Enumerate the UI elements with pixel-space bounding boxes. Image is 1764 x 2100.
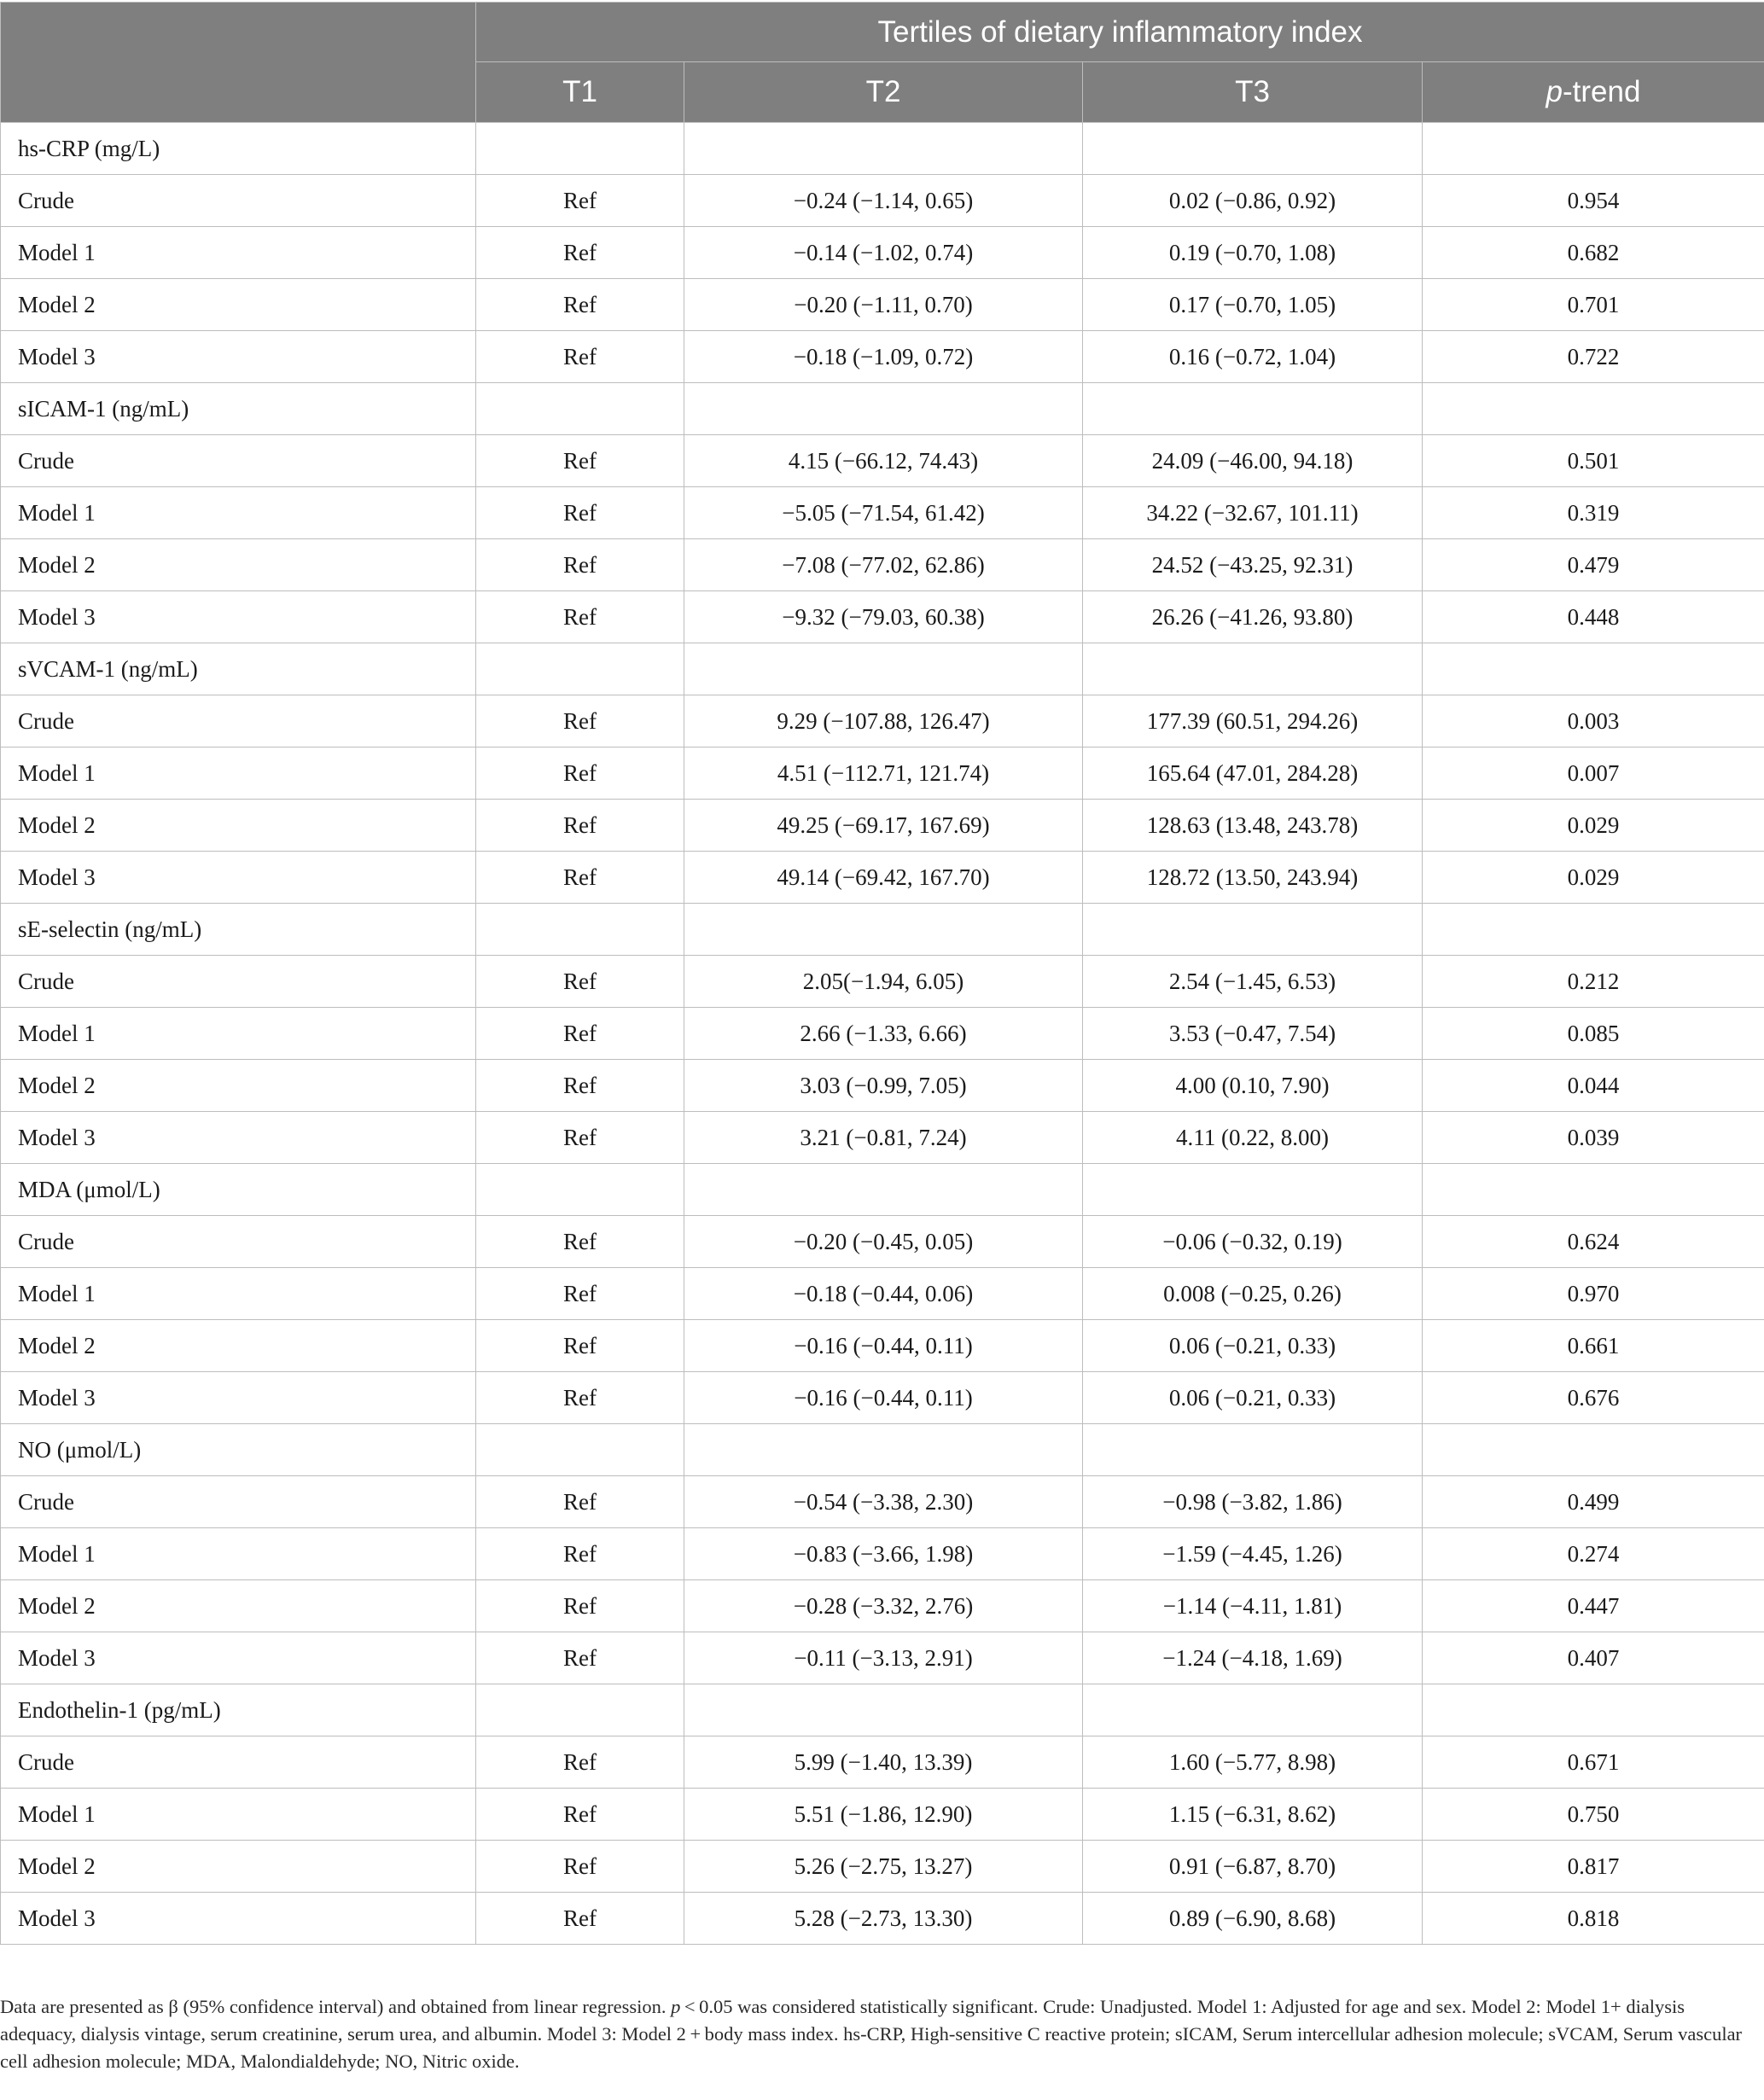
row-label: Model 2 [1,1060,476,1112]
section-empty-cell [684,643,1083,695]
cell-t1: Ref [476,1528,684,1580]
cell-p-trend: 0.085 [1423,1008,1764,1060]
cell-t3: 4.11 (0.22, 8.00) [1083,1112,1423,1164]
cell-p-trend: 0.448 [1423,591,1764,643]
table-row [1,956,1764,1008]
cell-t1: Ref [476,1112,684,1164]
table-row [1,1320,1764,1372]
cell-t2: 2.66 (−1.33, 6.66) [684,1008,1083,1060]
cell-t3: 24.09 (−46.00, 94.18) [1083,435,1423,487]
cell-t3: 24.52 (−43.25, 92.31) [1083,539,1423,591]
cell-t3: −0.98 (−3.82, 1.86) [1083,1476,1423,1528]
cell-p-trend: 0.447 [1423,1580,1764,1632]
section-empty-cell [684,123,1083,175]
section-empty-cell [1083,1424,1423,1476]
cell-t1: Ref [476,279,684,331]
cell-t2: −5.05 (−71.54, 61.42) [684,487,1083,539]
section-empty-cell [1423,1684,1764,1736]
cell-t2: 5.51 (−1.86, 12.90) [684,1789,1083,1841]
column-header-t1: T1 [476,62,684,123]
section-empty-cell [476,1164,684,1216]
cell-p-trend: 0.029 [1423,852,1764,904]
section-title: sICAM-1 (ng/mL) [1,383,476,435]
cell-t2: −0.16 (−0.44, 0.11) [684,1320,1083,1372]
header-corner-cell [1,3,476,123]
cell-p-trend: 0.274 [1423,1528,1764,1580]
row-label: Model 3 [1,1372,476,1424]
column-header-t3: T3 [1083,62,1423,123]
cell-p-trend: 0.671 [1423,1736,1764,1789]
cell-p-trend: 0.817 [1423,1841,1764,1893]
cell-p-trend: 0.954 [1423,175,1764,227]
row-label: Model 2 [1,539,476,591]
table-row [1,1893,1764,1945]
cell-t3: 0.16 (−0.72, 1.04) [1083,331,1423,383]
cell-t3: 0.06 (−0.21, 0.33) [1083,1372,1423,1424]
cell-t3: 0.02 (−0.86, 0.92) [1083,175,1423,227]
row-label: Crude [1,435,476,487]
row-label: Model 1 [1,487,476,539]
cell-t3: 0.89 (−6.90, 8.68) [1083,1893,1423,1945]
table-row [1,175,1764,227]
table-row [1,800,1764,852]
cell-t2: 2.05(−1.94, 6.05) [684,956,1083,1008]
table-row [1,539,1764,591]
table-row [1,1372,1764,1424]
table-row [1,1008,1764,1060]
cell-t2: −0.20 (−0.45, 0.05) [684,1216,1083,1268]
section-empty-cell [476,643,684,695]
cell-t1: Ref [476,1580,684,1632]
results-table [0,2,1764,1945]
table-row [1,1528,1764,1580]
cell-t1: Ref [476,852,684,904]
cell-t1: Ref [476,1789,684,1841]
section-header-row [1,383,1764,435]
cell-t1: Ref [476,175,684,227]
cell-t1: Ref [476,1216,684,1268]
cell-t1: Ref [476,487,684,539]
cell-t2: 5.99 (−1.40, 13.39) [684,1736,1083,1789]
section-empty-cell [476,1424,684,1476]
row-label: Crude [1,1736,476,1789]
cell-p-trend: 0.039 [1423,1112,1764,1164]
table-row [1,331,1764,383]
cell-t3: 3.53 (−0.47, 7.54) [1083,1008,1423,1060]
table-row [1,1112,1764,1164]
table-row [1,435,1764,487]
cell-t3: 4.00 (0.10, 7.90) [1083,1060,1423,1112]
row-label: Model 2 [1,1320,476,1372]
section-empty-cell [476,383,684,435]
cell-p-trend: 0.212 [1423,956,1764,1008]
cell-p-trend: 0.722 [1423,331,1764,383]
cell-t2: 3.03 (−0.99, 7.05) [684,1060,1083,1112]
cell-p-trend: 0.007 [1423,748,1764,800]
cell-t1: Ref [476,800,684,852]
cell-t3: 0.008 (−0.25, 0.26) [1083,1268,1423,1320]
cell-t1: Ref [476,1476,684,1528]
cell-p-trend: 0.407 [1423,1632,1764,1684]
section-title: sE-selectin (ng/mL) [1,904,476,956]
section-empty-cell [1083,123,1423,175]
table-row [1,1841,1764,1893]
section-empty-cell [476,123,684,175]
section-empty-cell [684,1684,1083,1736]
section-title: sVCAM-1 (ng/mL) [1,643,476,695]
cell-t1: Ref [476,1893,684,1945]
section-title: hs-CRP (mg/L) [1,123,476,175]
table-row [1,1632,1764,1684]
section-empty-cell [1423,1164,1764,1216]
row-label: Crude [1,1216,476,1268]
cell-t1: Ref [476,1372,684,1424]
section-empty-cell [1423,643,1764,695]
table-row [1,1580,1764,1632]
section-empty-cell [684,1164,1083,1216]
section-empty-cell [1083,383,1423,435]
cell-p-trend: 0.970 [1423,1268,1764,1320]
cell-t1: Ref [476,956,684,1008]
cell-t2: 3.21 (−0.81, 7.24) [684,1112,1083,1164]
header-group-title: Tertiles of dietary inflammatory index [476,3,1764,62]
cell-t2: 5.26 (−2.75, 13.27) [684,1841,1083,1893]
cell-t2: 4.15 (−66.12, 74.43) [684,435,1083,487]
cell-p-trend: 0.501 [1423,435,1764,487]
row-label: Model 3 [1,591,476,643]
p-trend-italic-p: p [1546,75,1563,108]
cell-t1: Ref [476,1268,684,1320]
cell-t2: −0.24 (−1.14, 0.65) [684,175,1083,227]
section-empty-cell [476,904,684,956]
cell-t3: 2.54 (−1.45, 6.53) [1083,956,1423,1008]
cell-t3: 1.15 (−6.31, 8.62) [1083,1789,1423,1841]
cell-p-trend: 0.661 [1423,1320,1764,1372]
table-row [1,1268,1764,1320]
cell-p-trend: 0.319 [1423,487,1764,539]
section-empty-cell [476,1684,684,1736]
row-label: Crude [1,695,476,748]
row-label: Crude [1,1476,476,1528]
cell-t2: 49.14 (−69.42, 167.70) [684,852,1083,904]
section-header-row [1,1424,1764,1476]
cell-p-trend: 0.044 [1423,1060,1764,1112]
cell-t3: 0.19 (−0.70, 1.08) [1083,227,1423,279]
cell-t3: 1.60 (−5.77, 8.98) [1083,1736,1423,1789]
section-title: NO (μmol/L) [1,1424,476,1476]
row-label: Model 3 [1,852,476,904]
cell-t1: Ref [476,331,684,383]
cell-t3: 0.91 (−6.87, 8.70) [1083,1841,1423,1893]
p-trend-suffix: -trend [1563,75,1641,108]
cell-p-trend: 0.029 [1423,800,1764,852]
cell-p-trend: 0.479 [1423,539,1764,591]
section-header-row [1,1164,1764,1216]
cell-t1: Ref [476,748,684,800]
row-label: Model 1 [1,227,476,279]
section-empty-cell [1083,643,1423,695]
section-empty-cell [684,383,1083,435]
row-label: Model 1 [1,748,476,800]
cell-t3: 0.06 (−0.21, 0.33) [1083,1320,1423,1372]
cell-t2: −0.20 (−1.11, 0.70) [684,279,1083,331]
cell-t1: Ref [476,539,684,591]
cell-t2: −0.16 (−0.44, 0.11) [684,1372,1083,1424]
cell-t3: −1.59 (−4.45, 1.26) [1083,1528,1423,1580]
cell-t3: 165.64 (47.01, 284.28) [1083,748,1423,800]
section-header-row [1,904,1764,956]
cell-t2: 4.51 (−112.71, 121.74) [684,748,1083,800]
cell-t2: −0.14 (−1.02, 0.74) [684,227,1083,279]
section-empty-cell [684,904,1083,956]
section-empty-cell [1083,1684,1423,1736]
row-label: Model 2 [1,1841,476,1893]
cell-t3: −1.14 (−4.11, 1.81) [1083,1580,1423,1632]
row-label: Model 3 [1,1112,476,1164]
cell-t1: Ref [476,1736,684,1789]
column-header-p-trend [1423,62,1764,123]
row-label: Model 1 [1,1789,476,1841]
table-row [1,1789,1764,1841]
cell-t3: 0.17 (−0.70, 1.05) [1083,279,1423,331]
cell-p-trend: 0.750 [1423,1789,1764,1841]
footnote-p-italic: p [671,1996,681,2017]
cell-t1: Ref [476,1060,684,1112]
cell-t2: 5.28 (−2.73, 13.30) [684,1893,1083,1945]
row-label: Crude [1,175,476,227]
table-row [1,748,1764,800]
section-header-row [1,123,1764,175]
row-label: Model 3 [1,1632,476,1684]
section-empty-cell [1423,123,1764,175]
table-row [1,591,1764,643]
cell-p-trend: 0.624 [1423,1216,1764,1268]
cell-t1: Ref [476,435,684,487]
cell-t3: −0.06 (−0.32, 0.19) [1083,1216,1423,1268]
table-row [1,1736,1764,1789]
table-row [1,1060,1764,1112]
cell-t1: Ref [476,1320,684,1372]
cell-p-trend: 0.499 [1423,1476,1764,1528]
cell-t3: 177.39 (60.51, 294.26) [1083,695,1423,748]
cell-t2: −7.08 (−77.02, 62.86) [684,539,1083,591]
row-label: Model 1 [1,1008,476,1060]
row-label: Model 2 [1,279,476,331]
cell-t3: 128.63 (13.48, 243.78) [1083,800,1423,852]
cell-p-trend: 0.676 [1423,1372,1764,1424]
row-label: Model 2 [1,1580,476,1632]
cell-t2: −0.11 (−3.13, 2.91) [684,1632,1083,1684]
cell-t2: −0.54 (−3.38, 2.30) [684,1476,1083,1528]
table-footnote [0,1993,1749,2075]
table-row [1,695,1764,748]
column-header-t2: T2 [684,62,1083,123]
table-row [1,852,1764,904]
cell-t2: −0.83 (−3.66, 1.98) [684,1528,1083,1580]
section-header-row [1,1684,1764,1736]
cell-t1: Ref [476,1008,684,1060]
row-label: Model 1 [1,1528,476,1580]
section-header-row [1,643,1764,695]
cell-t2: −0.18 (−1.09, 0.72) [684,331,1083,383]
cell-t1: Ref [476,227,684,279]
section-empty-cell [1423,1424,1764,1476]
cell-t2: −9.32 (−79.03, 60.38) [684,591,1083,643]
row-label: Model 2 [1,800,476,852]
cell-t1: Ref [476,1841,684,1893]
table-row [1,227,1764,279]
table-row [1,279,1764,331]
section-empty-cell [1083,904,1423,956]
cell-t3: 26.26 (−41.26, 93.80) [1083,591,1423,643]
cell-t2: 49.25 (−69.17, 167.69) [684,800,1083,852]
cell-p-trend: 0.682 [1423,227,1764,279]
cell-t2: 9.29 (−107.88, 126.47) [684,695,1083,748]
footnote-part2: < 0.05 was considered statistically significant. Crude: Unadjusted. Model 1: Adjusted for age and sex. Model 2: Model 1+ dialysis adequacy, dialysis vintage, serum creatinine, serum urea, and albumin. Model 3: Model 2 + body mass index. hs-CRP, High-sensitive C reactive protein; sICAM, Serum intercellular adhesion molecule; sVCAM, Serum vascular cell adhesion molecule; MDA, Malondialdehyde; NO, Nitric oxide. [0,1996,1743,2072]
cell-p-trend: 0.818 [1423,1893,1764,1945]
section-empty-cell [1423,383,1764,435]
cell-t2: −0.18 (−0.44, 0.06) [684,1268,1083,1320]
row-label: Model 1 [1,1268,476,1320]
footnote-part1: Data are presented as β (95% confidence interval) and obtained from linear regression. [0,1996,672,2017]
table-row [1,1216,1764,1268]
cell-t3: 34.22 (−32.67, 101.11) [1083,487,1423,539]
header-row-group [1,3,1764,62]
row-label: Model 3 [1,331,476,383]
cell-p-trend: 0.003 [1423,695,1764,748]
cell-p-trend: 0.701 [1423,279,1764,331]
table-body [1,123,1764,1945]
row-label: Crude [1,956,476,1008]
cell-t3: 128.72 (13.50, 243.94) [1083,852,1423,904]
cell-t1: Ref [476,1632,684,1684]
table-row [1,1476,1764,1528]
cell-t3: −1.24 (−4.18, 1.69) [1083,1632,1423,1684]
cell-t1: Ref [476,695,684,748]
row-label: Model 3 [1,1893,476,1945]
cell-t2: −0.28 (−3.32, 2.76) [684,1580,1083,1632]
cell-t1: Ref [476,591,684,643]
section-empty-cell [684,1424,1083,1476]
table-row [1,487,1764,539]
section-title: Endothelin-1 (pg/mL) [1,1684,476,1736]
section-empty-cell [1423,904,1764,956]
section-title: MDA (μmol/L) [1,1164,476,1216]
section-empty-cell [1083,1164,1423,1216]
